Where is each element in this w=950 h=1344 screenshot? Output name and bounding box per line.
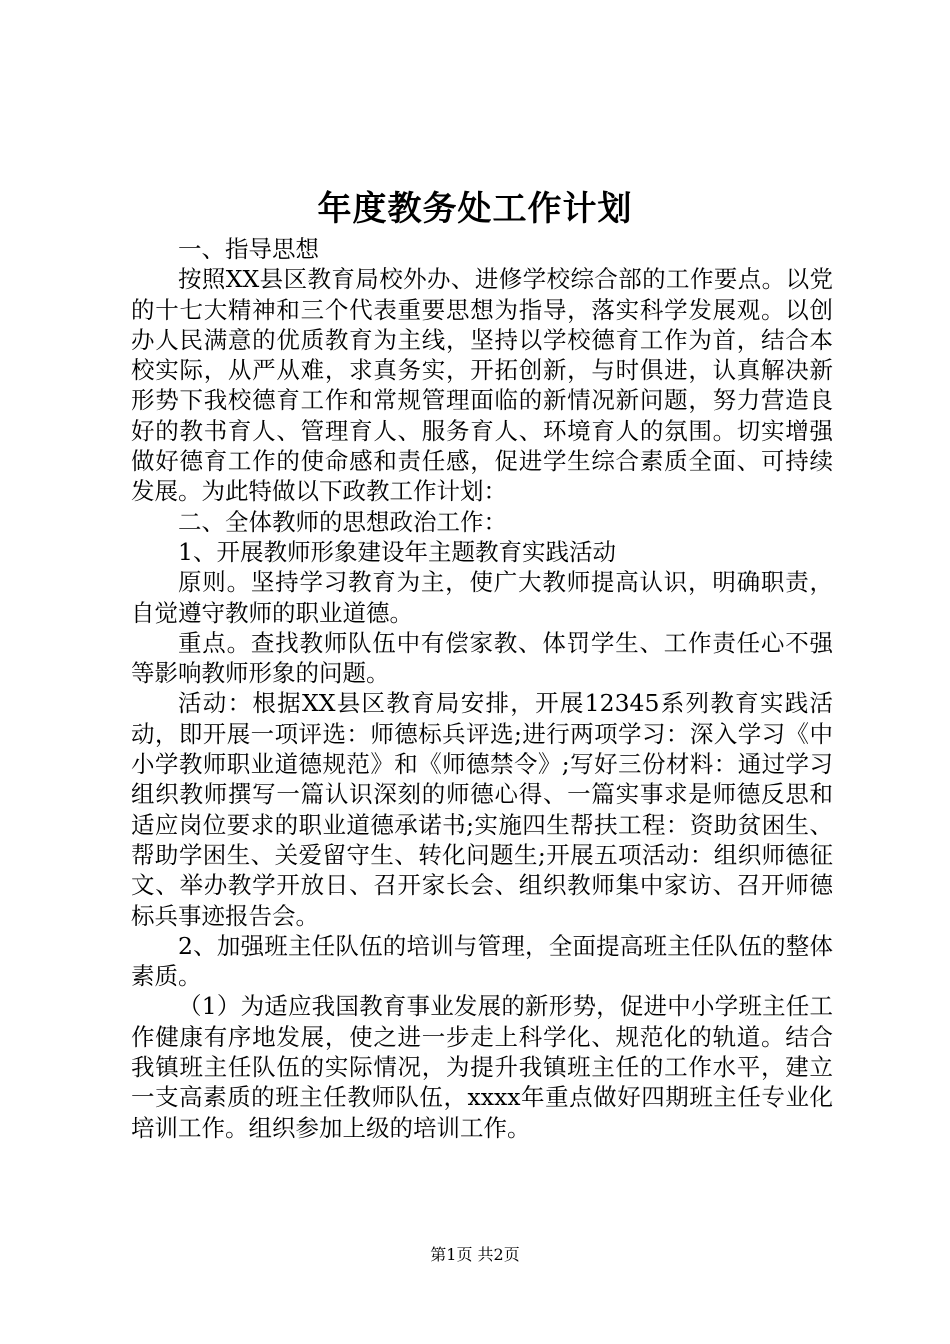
section-heading-teacher-political-work: 二、全体教师的思想政治工作： <box>178 507 507 536</box>
subheading-head-teacher-training: 2、加强班主任队伍的培训与管理，全面提高班主任队伍的整体素质。 <box>131 931 833 991</box>
paragraph-head-teacher-item-1: （1）为适应我国教育事业发展的新形势，促进中小学班主任工作健康有序地发展，使之进一步走上科学化、规范化的轨道。结合我镇班主任队伍的实际情况，为提升我镇班主任的工作水平，建立一支高素质的班主任教师队伍，xxxx年重点做好四期班主任专业化培训工作。组织参加上级的培训工作。 <box>131 992 833 1142</box>
paragraph-guiding-ideology: 按照XX县区教育局校外办、进修学校综合部的工作要点。以党的十七大精神和三个代表重要思想为指导，落实科学发展观。以创办人民满意的优质教育为主线，坚持以学校德育工作为首，结合本校实际，从严从难，求真务实，开拓创新，与时俱进，认真解决新形势下我校德育工作和常规管理面临的新情况新问题，努力营造良好的教书育人、管理育人、服务育人、环境育人的氛围。切实增强做好德育工作的使命感和责任感，促进学生综合素质全面、可持续发展。为此特做以下政教工作计划： <box>131 265 833 506</box>
page-number-footer: 第1页 共2页 <box>430 1245 520 1264</box>
paragraph-activities: 活动：根据XX县区教育局安排，开展12345系列教育实践活动，即开展一项评选：师德标兵评选;进行两项学习：深入学习《中小学教师职业道德规范》和《师德禁令》;写好三份材料：通过学习组织教师撰写一篇认识深刻的师德心得、一篇实事求是师德反思和适应岗位要求的职业道德承诺书;实施四生帮扶工程：资助贫困生、帮助学困生、关爱留守生、转化问题生;开展五项活动：组织师德征文、举办教学开放日、召开家长会、组织教师集中家访、召开师德标兵事迹报告会。 <box>131 689 833 930</box>
document-body <box>131 234 833 1143</box>
paragraph-principle: 原则。坚持学习教育为主，使广大教师提高认识，明确职责，自觉遵守教师的职业道德。 <box>131 568 833 627</box>
section-heading-guiding-ideology: 一、指导思想 <box>178 235 319 263</box>
paragraph-focus: 重点。查找教师队伍中有偿家教、体罚学生、工作责任心不强等影响教师形象的问题。 <box>131 628 833 688</box>
document-title: 年度教务处工作计划 <box>317 189 633 229</box>
subheading-teacher-image-campaign: 1、开展教师形象建设年主题教育实践活动 <box>178 537 616 566</box>
